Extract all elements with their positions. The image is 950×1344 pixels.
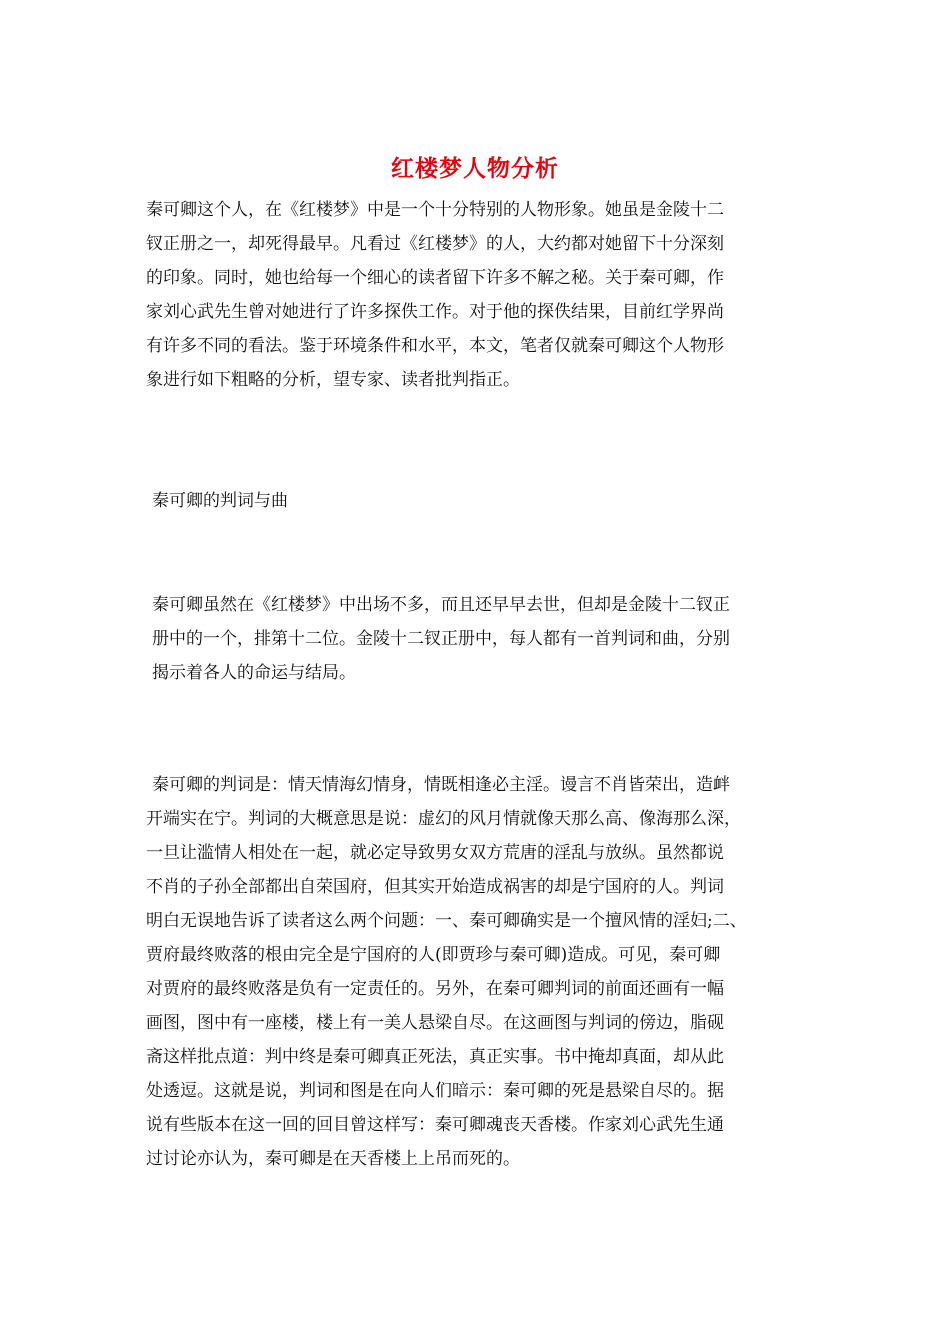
- text-line: 秦可卿虽然在《红楼梦》中出场不多，而且还早早去世，但却是金陵十二钗正: [152, 595, 730, 615]
- paragraph-intro: [146, 193, 826, 397]
- text-line: 册中的一个，排第十二位。金陵十二钗正册中，每人都有一首判词和曲，分别: [152, 629, 730, 649]
- text-line: 的印象。同时，她也给每一个细心的读者留下许多不解之秘。关于秦可卿，作: [146, 268, 724, 288]
- text-line: 钗正册之一，却死得最早。凡看过《红楼梦》的人，大约都对她留下十分深刻: [146, 234, 724, 254]
- paragraph-third: [146, 768, 826, 1176]
- text-line: 说有些版本在这一回的回目曾这样写：秦可卿魂丧天香楼。作家刘心武先生通: [146, 1115, 724, 1135]
- text-line: 家刘心武先生曾对她进行了许多探佚工作。对于他的探佚结果，目前红学界尚: [146, 302, 724, 322]
- text-line: 斋这样批点道：判中终是秦可卿真正死法，真正实事。书中掩却真面，却从此: [146, 1047, 724, 1067]
- document-title: 红楼梦人物分析: [391, 155, 559, 182]
- text-line: 处透逗。这就是说，判词和图是在向人们暗示：秦可卿的死是悬梁自尽的。据: [146, 1081, 724, 1101]
- section-heading: 秦可卿的判词与曲: [152, 491, 288, 511]
- text-line: 秦可卿这个人，在《红楼梦》中是一个十分特别的人物形象。她虽是金陵十二: [146, 200, 724, 220]
- text-line: 贾府最终败落的根由完全是宁国府的人(即贾珍与秦可卿)造成。可见，秦可卿: [146, 945, 721, 965]
- text-line: 不肖的子孙全部都出自荣国府，但其实开始造成祸害的却是宁国府的人。判词: [146, 877, 724, 897]
- text-line: 一旦让滥情人相处在一起，就必定导致男女双方荒唐的淫乱与放纵。虽然都说: [146, 843, 724, 863]
- text-line: 明白无误地告诉了读者这么两个问题：一、秦可卿确实是一个擅风情的淫妇;二、: [146, 911, 747, 931]
- text-line: 画图，图中有一座楼，楼上有一美人悬梁自尽。在这画图与判词的傍边，脂砚: [146, 1013, 724, 1033]
- text-line: 秦可卿的判词是：情天情海幻情身，情既相逢必主淫。谩言不肖皆荣出，造衅: [152, 775, 730, 795]
- text-line: 开端实在宁。判词的大概意思是说：虚幻的风月情就像天那么高、像海那么深，: [146, 809, 741, 829]
- text-line: 象进行如下粗略的分析，望专家、读者批判指正。: [146, 370, 520, 390]
- text-line: 揭示着各人的命运与结局。: [152, 663, 356, 683]
- paragraph-second: [152, 588, 832, 690]
- text-line: 对贾府的最终败落是负有一定责任的。另外，在秦可卿判词的前面还画有一幅: [146, 979, 724, 999]
- text-line: 过讨论亦认为，秦可卿是在天香楼上上吊而死的。: [146, 1149, 520, 1169]
- text-line: 有许多不同的看法。鉴于环境条件和水平，本文，笔者仅就秦可卿这个人物形: [146, 336, 724, 356]
